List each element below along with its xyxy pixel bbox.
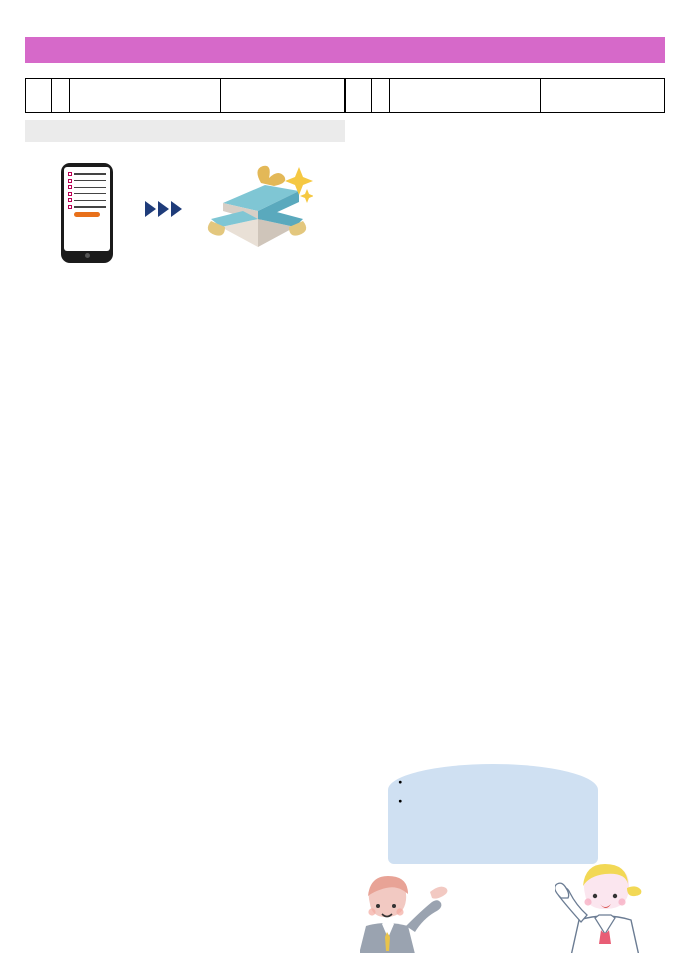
header-booth-no: [26, 79, 52, 113]
survey-illustration: [25, 161, 365, 291]
checkbox-icon: [68, 172, 72, 176]
arrow-icons: [145, 201, 182, 217]
checkbox-row: [68, 192, 106, 196]
phone-submit-button: [74, 212, 100, 217]
table-header-row: [346, 79, 665, 113]
promo-bullet-date: ・: [394, 776, 410, 790]
gift-box-icon: [203, 161, 313, 256]
header-booth-no: [346, 79, 372, 113]
arrow-right-icon: [158, 201, 169, 217]
booth-table-right: [345, 78, 665, 113]
checkbox-row: [68, 172, 106, 176]
checkbox-icon: [68, 198, 72, 202]
table-header-row: [26, 79, 345, 113]
arrow-right-icon: [171, 201, 182, 217]
page-title: [25, 0, 665, 37]
text-line: [74, 193, 106, 194]
checkbox-icon: [68, 185, 72, 189]
promo-details: [394, 774, 624, 812]
checkbox-row: [68, 205, 106, 209]
checkbox-icon: [68, 192, 72, 196]
phone-screen: [64, 167, 110, 251]
exhibit-notes: [25, 71, 665, 72]
promo-banner: [360, 678, 665, 953]
checkbox-icon: [68, 205, 72, 209]
header-exhibit-day: [372, 79, 390, 113]
header-exhibit-day: [52, 79, 70, 113]
text-line: [74, 173, 106, 174]
promo-bullet-audience-1: ・: [394, 794, 410, 809]
checkbox-icon: [68, 179, 72, 183]
header-title: [390, 79, 540, 113]
section-banner: [25, 37, 665, 63]
booth-table-left: [25, 78, 345, 113]
text-line: [74, 200, 106, 201]
totals-bar: [25, 120, 345, 142]
smartphone-icon: [61, 163, 113, 263]
booth-tables: [25, 78, 665, 113]
checkbox-row: [68, 198, 106, 202]
header-title: [70, 79, 220, 113]
checkbox-row: [68, 179, 106, 183]
text-line: [74, 206, 106, 207]
rainbow-bar-top: [360, 678, 665, 704]
header-organization: [540, 79, 664, 113]
rainbow-bar-bottom: [360, 940, 665, 947]
checkbox-row: [68, 185, 106, 189]
text-line: [74, 180, 106, 181]
phone-home-button: [85, 253, 90, 258]
arrow-right-icon: [145, 201, 156, 217]
header-organization: [220, 79, 344, 113]
text-line: [74, 187, 106, 188]
